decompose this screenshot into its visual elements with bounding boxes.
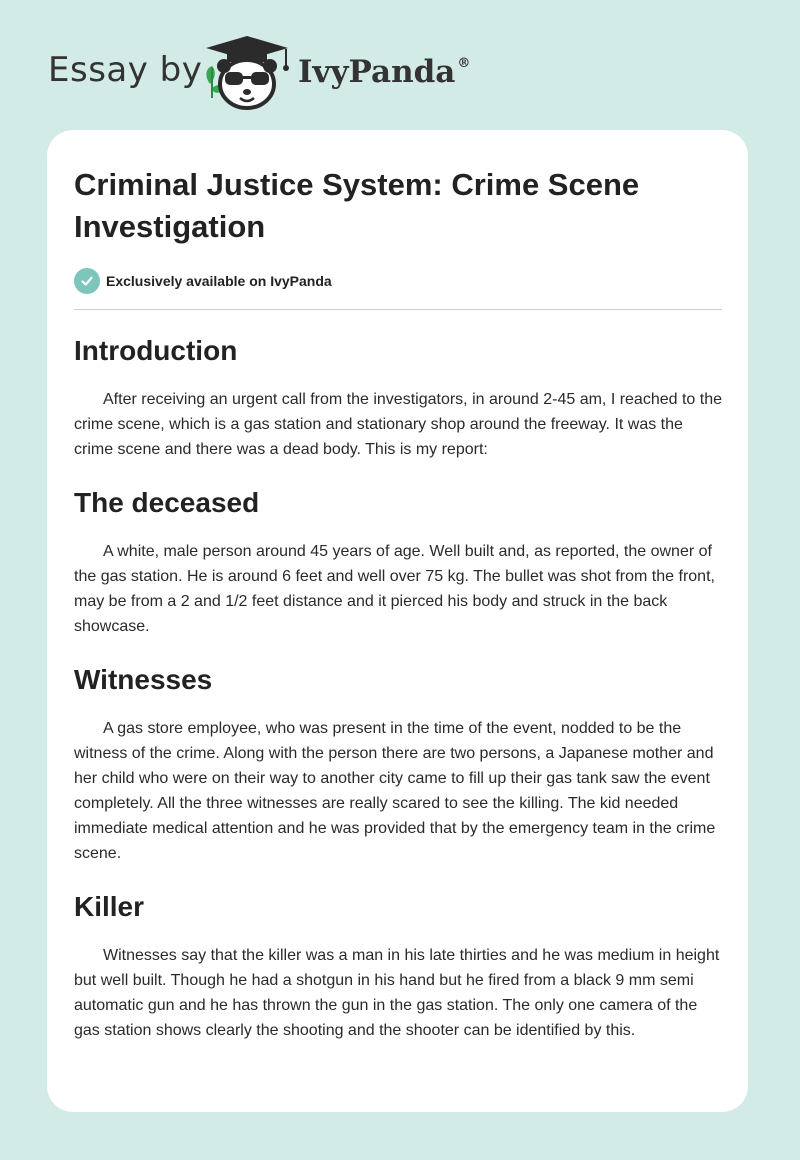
exclusive-badge-label: Exclusively available on IvyPanda (106, 273, 332, 289)
essay-by-label: Essay by (48, 50, 203, 90)
page-title: Criminal Justice System: Crime Scene Investigation (74, 167, 640, 244)
brand-name-text: IvyPanda (298, 54, 456, 90)
exclusive-badge (74, 268, 722, 294)
section-heading-witnesses: Witnesses (74, 664, 213, 695)
section-heading-killer: Killer (74, 891, 145, 922)
section-heading-introduction: Introduction (74, 335, 238, 366)
section-heading-deceased: The deceased (74, 487, 260, 518)
divider (74, 309, 722, 310)
section-body-deceased: A white, male person around 45 years of age. Well built and, as reported, the owner of the gas station. He is around 6 feet and well over 75 kg. The bullet was shot from the front, may be from a 2 and 1/2 feet distance and it pierced his body and struck in the back showcase. (74, 543, 715, 635)
section-body-killer: Witnesses say that the killer was a man in his late thirties and he was medium in height but well built. Though he had a shotgun in his hand but he fired from a black 9 mm semi automatic gun and he has thrown the gun in the gas station. The only one camera of the gas station shows clearly the shooting and the shooter can be identified by this. (74, 947, 720, 1039)
essay-card (47, 130, 748, 1112)
section-body-witnesses: A gas store employee, who was present in the time of the event, nodded to be the witness of the crime. Along with the person there are two persons, a Japanese mother and her child who were on their way to another city came to fill up their gas tank saw the event completely. All the three witnesses are really scared to see the killing. The kid needed immediate medical attention and he was provided that by the emergency team in the crime scene. (74, 720, 716, 862)
section-body-introduction: After receiving an urgent call from the investigators, in around 2-45 am, I reached to the crime scene, which is a gas station and stationary shop around the freeway. It was the crime scene and there was a dead body. This is my report: (74, 391, 722, 458)
check-icon (74, 268, 100, 294)
registered-mark: ® (457, 56, 471, 71)
site-header (0, 0, 800, 120)
brand-name[interactable] (298, 54, 470, 90)
ivypanda-logo-icon[interactable] (200, 32, 295, 112)
